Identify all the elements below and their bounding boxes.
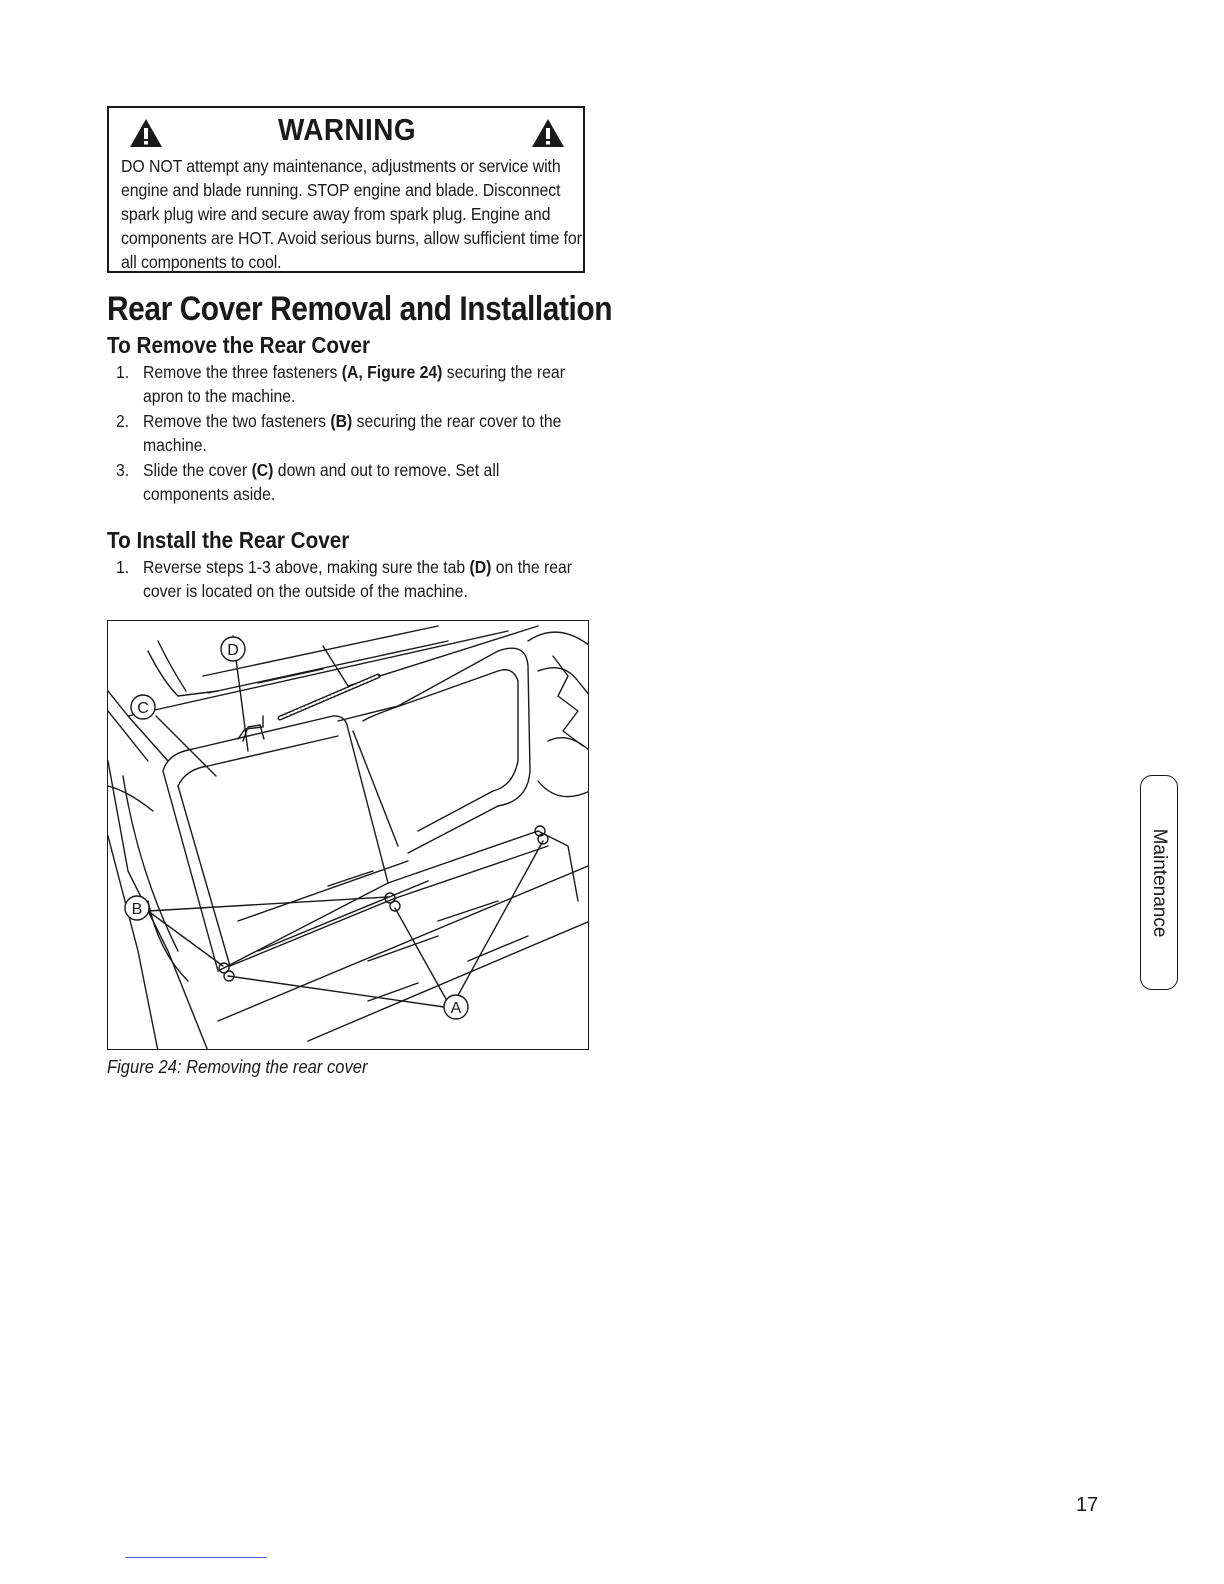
callout-c: C bbox=[137, 700, 149, 717]
remove-heading: To Remove the Rear Cover bbox=[107, 332, 371, 358]
step-number: 1. bbox=[116, 557, 130, 577]
step-text: Slide the cover bbox=[143, 460, 252, 480]
step-text: Remove the two fasteners bbox=[143, 411, 331, 431]
step-number: 1. bbox=[116, 362, 130, 382]
step-text: securing the rear cover to the machine. bbox=[143, 411, 562, 455]
section-title: Rear Cover Removal and Installation bbox=[107, 290, 613, 328]
install-steps bbox=[107, 555, 575, 604]
figure-24 bbox=[107, 620, 589, 1050]
step-text: on the rear cover is located on the outside of the machine. bbox=[143, 557, 572, 601]
warning-text: DO NOT attempt any maintenance, adjustments or service with engine and blade running. STOP engine and blade. Disconnect spark plug wire and secure away from spark plug. Engine and components are HOT. Avoid serious burns, allow sufficient time for all components to cool. bbox=[121, 156, 582, 272]
list-item bbox=[107, 555, 575, 603]
callout-d: D bbox=[227, 642, 239, 659]
list-item bbox=[107, 360, 575, 408]
figure-caption: Figure 24: Removing the rear cover bbox=[107, 1057, 368, 1077]
callout-a: A bbox=[450, 1000, 462, 1017]
step-reference: (D) bbox=[469, 557, 492, 577]
warning-header bbox=[121, 112, 573, 152]
rear-cover-illustration bbox=[108, 621, 589, 1050]
list-item bbox=[107, 409, 575, 457]
list-item bbox=[107, 458, 575, 506]
step-reference: (B) bbox=[330, 411, 353, 431]
step-text: Remove the three fasteners bbox=[143, 362, 342, 382]
section-side-tab bbox=[1140, 775, 1178, 990]
callout-b: B bbox=[131, 901, 143, 918]
warning-triangle-icon bbox=[531, 118, 565, 148]
remove-steps bbox=[107, 360, 575, 507]
step-number: 2. bbox=[116, 411, 130, 431]
step-text: securing the rear apron to the machine. bbox=[143, 362, 565, 406]
step-reference: (A, Figure 24) bbox=[341, 362, 443, 382]
footer-rule bbox=[125, 1557, 267, 1558]
warning-box bbox=[107, 106, 585, 273]
step-text: down and out to remove. Set all components aside. bbox=[143, 460, 500, 504]
side-tab-label: Maintenance bbox=[1149, 828, 1170, 937]
step-text: Reverse steps 1-3 above, making sure the tab bbox=[143, 557, 470, 577]
install-heading: To Install the Rear Cover bbox=[107, 527, 350, 553]
warning-title: WARNING bbox=[277, 112, 416, 147]
page-number: 17 bbox=[1076, 1494, 1099, 1516]
step-number: 3. bbox=[116, 460, 130, 480]
step-reference: (C) bbox=[251, 460, 274, 480]
